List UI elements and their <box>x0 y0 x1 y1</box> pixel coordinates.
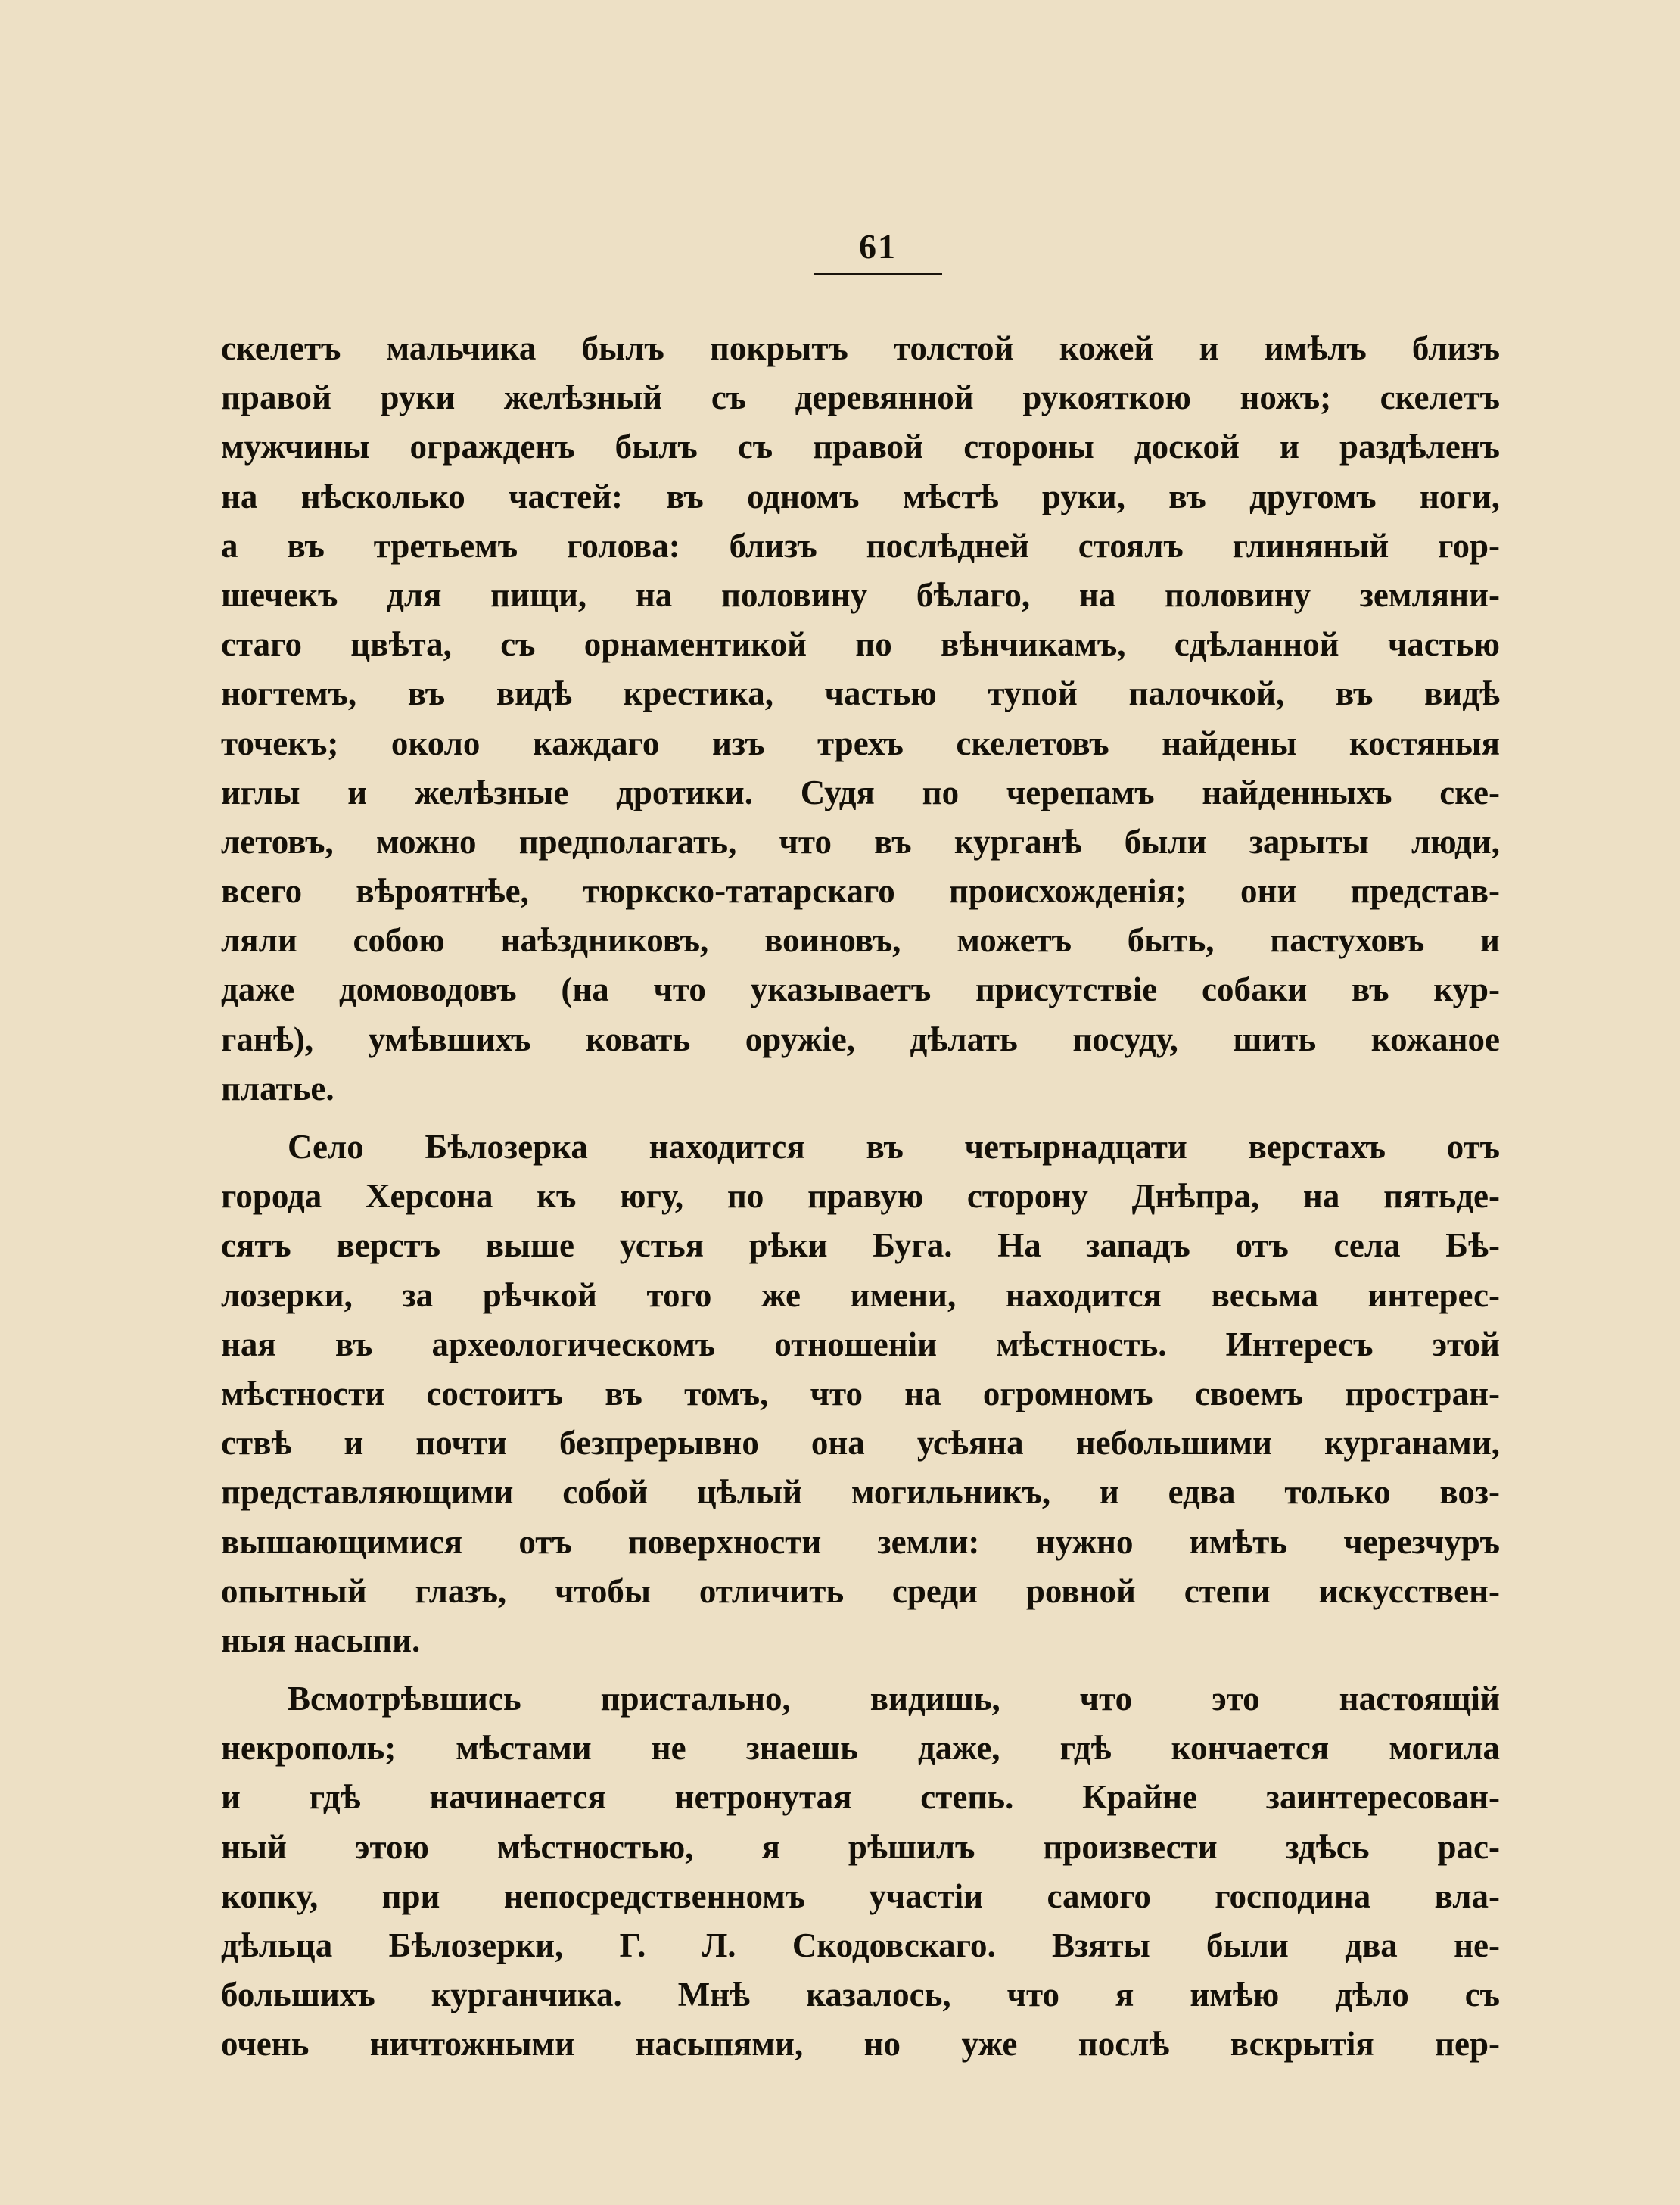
text-line: ногтемъ, въ видѣ крестика, частью тупой палочкой, въ видѣ <box>221 674 1500 713</box>
text-line: а въ третьемъ голова: близъ послѣдней стоялъ глиняный гор- <box>221 526 1500 565</box>
text-line: платье. <box>221 1069 334 1107</box>
text-line: ная въ археологическомъ отношеніи мѣстность. Интересъ этой <box>221 1325 1500 1363</box>
text-line: летовъ, можно предполагать, что въ курганѣ были зарыты люди, <box>221 822 1500 861</box>
text-line: Село Бѣлозерка находится въ четырнадцати верстахъ отъ <box>288 1128 1500 1166</box>
text-line: точекъ; около каждаго изъ трехъ скелетовъ найдены костяныя <box>221 724 1500 762</box>
text-line: вышающимися отъ поверхности земли: нужно имѣть черезчуръ <box>221 1522 1500 1561</box>
text-line: иглы и желѣзные дротики. Судя по черепамъ найденныхъ ске- <box>221 773 1500 811</box>
text-line: сятъ верстъ выше устья рѣки Буга. На западъ отъ села Бѣ- <box>221 1226 1500 1265</box>
paragraph <box>221 1674 1500 2070</box>
text-line: лозерки, за рѣчкой того же имени, находится весьма интерес- <box>221 1275 1500 1314</box>
text-line: дѣльца Бѣлозерки, Г. Л. Скодовскаго. Взяты были два не- <box>221 1926 1500 1964</box>
text-line: некрополь; мѣстами не знаешь даже, гдѣ кончается могила <box>221 1729 1500 1767</box>
text-line: скелетъ мальчика былъ покрытъ толстой кожей и имѣлъ близъ <box>221 329 1500 367</box>
paragraph-gap <box>221 1113 1500 1123</box>
text-line: ствѣ и почти безпрерывно она усѣяна небольшими курганами, <box>221 1424 1500 1462</box>
text-line: ныя насыпи. <box>221 1621 421 1659</box>
text-line: правой руки желѣзный съ деревянной рукояткою ножъ; скелетъ <box>221 378 1500 417</box>
text-line: представляющими собой цѣлый могильникъ, и едва только воз- <box>221 1473 1500 1512</box>
text-line: ганѣ), умѣвшихъ ковать оружіе, дѣлать посуду, шить кожаное <box>221 1020 1500 1058</box>
text-line: ляли собою наѣздниковъ, воиновъ, можетъ быть, пастуховъ и <box>221 921 1500 960</box>
page-number: 61 <box>859 227 897 266</box>
text-line: и гдѣ начинается нетронутая степь. Крайне заинтересован- <box>221 1778 1500 1817</box>
text-line: мужчины огражденъ былъ съ правой стороны доской и раздѣленъ <box>221 428 1500 466</box>
text-line: города Херсона къ югу, по правую сторону Днѣпра, на пятьде- <box>221 1177 1500 1216</box>
text-line: очень ничтожными насыпями, но уже послѣ вскрытія пер- <box>221 2025 1500 2063</box>
text-line: даже домоводовъ (на что указываетъ присутствіе собаки въ кур- <box>221 970 1500 1009</box>
text-line: на нѣсколько частей: въ одномъ мѣстѣ руки, въ другомъ ноги, <box>221 477 1500 515</box>
text-line: ный этою мѣстностью, я рѣшилъ произвести здѣсь рас- <box>221 1827 1500 1866</box>
paragraph <box>221 324 1500 1113</box>
paragraph <box>221 1123 1500 1665</box>
page-number-rule <box>814 273 942 275</box>
text-line: стаго цвѣта, съ орнаментикой по вѣнчикамъ, сдѣланной частью <box>221 625 1500 664</box>
text-line: мѣстности состоитъ въ томъ, что на огромномъ своемъ простран- <box>221 1374 1500 1412</box>
text-line: Всмотрѣвшись пристально, видишь, что это настоящій <box>288 1680 1500 1718</box>
text-line: опытный глазъ, чтобы отличить среди ровной степи искусствен- <box>221 1571 1500 1610</box>
text-line: всего вѣроятнѣе, тюркско-татарскаго происхожденія; они представ- <box>221 872 1500 911</box>
text-line: копку, при непосредственномъ участіи самого господина вла- <box>221 1876 1500 1915</box>
text-line: шечекъ для пищи, на половину бѣлаго, на половину земляни- <box>221 575 1500 614</box>
body-text <box>221 324 1500 2070</box>
text-line: большихъ курганчика. Мнѣ казалось, что я имѣю дѣло съ <box>221 1976 1500 2014</box>
paragraph-gap <box>221 1665 1500 1674</box>
